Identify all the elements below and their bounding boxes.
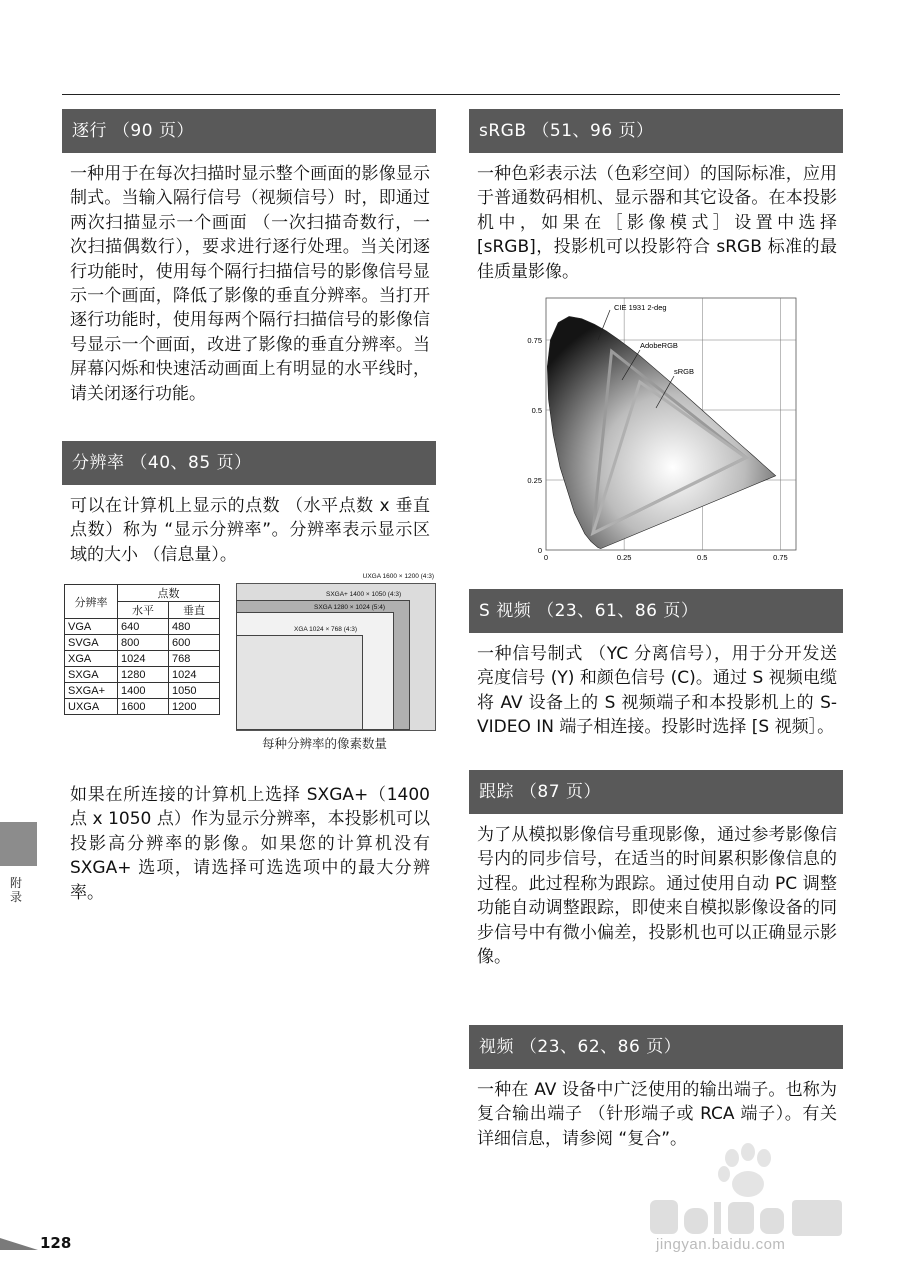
xga-rect: [236, 635, 363, 730]
section-body: 一种色彩表示法（色彩空间）的国际标准，应用于普通数码相机、显示器和其它设备。在本投影机中，如果在［影像模式］设置中选择 [sRGB]，投影机可以投影符合 sRGB 标准的最佳质量影像。: [477, 164, 837, 282]
appendix-tab: [0, 822, 37, 866]
label-srgb: sRGB: [674, 367, 695, 376]
right-column-lower: [469, 589, 843, 1151]
table-row: [65, 699, 220, 715]
appendix-label: 附录: [10, 876, 23, 904]
table-cell: 1200: [169, 699, 220, 715]
table-cell: 800: [118, 635, 169, 651]
y-ticks: [527, 336, 542, 555]
table-row: [65, 683, 220, 699]
left-column: [62, 109, 436, 567]
section-heading: S 视频 （23、61、86 页）: [469, 589, 843, 633]
table-cell: SVGA: [65, 635, 118, 651]
xga-label: XGA 1024 × 768 (4:3): [294, 626, 358, 633]
table-cell: VGA: [65, 619, 118, 635]
y-tick-label: 0.75: [527, 336, 542, 345]
section-heading: 分辨率 （40、85 页）: [62, 441, 436, 485]
table-cell: 1024: [169, 667, 220, 683]
table-header: 垂直: [169, 602, 220, 619]
sxga-label: SXGA 1280 × 1024 (5:4): [314, 604, 386, 611]
table-cell: 600: [169, 635, 220, 651]
table-cell: 640: [118, 619, 169, 635]
resolution-diagram: [236, 571, 436, 731]
table-cell: 1280: [118, 667, 169, 683]
x-tick-label: 0.25: [616, 553, 632, 562]
table-header: 分辨率: [65, 585, 118, 619]
watermark-domain: jingyan.baidu.com: [656, 1236, 786, 1253]
y-tick-label: 0.25: [527, 476, 542, 485]
table-header: 水平: [118, 602, 169, 619]
table-header: 点数: [118, 585, 220, 602]
top-rule: [62, 94, 840, 95]
table-cell: UXGA: [65, 699, 118, 715]
resolution-table: [64, 584, 220, 715]
section-body: 一种用于在每次扫描时显示整个画面的影像显示制式。当输入隔行信号（视频信号）时，即通过两次扫描显示一个画面 （一次扫描奇数行，一次扫描偶数行），要求进行逐行处理。当关闭逐行功能时，使用每个隔行扫描信号的影像信号显示一个画面，降低了影像的垂直分辨率。当打开逐行功能时，使用每两个隔行扫描信号的影像信号显示一个画面，改进了影像的垂直分辨率。当屏幕闪烁和快速活动画面上有明显的水平线时，请关闭逐行功能。: [70, 164, 430, 404]
cie-chromaticity-chart: [510, 290, 800, 570]
label-adobe: AdobeRGB: [640, 341, 678, 350]
sxgap-label: SXGA+ 1400 × 1050 (4:3): [326, 591, 402, 598]
x-tick-label: 0.75: [773, 553, 788, 562]
section-body: 可以在计算机上显示的点数 （水平点数 x 垂直点数）称为 “显示分辨率”。分辨率表示显示区域的大小 （信息量）。: [70, 496, 430, 565]
table-cell: 1600: [118, 699, 169, 715]
table-cell: XGA: [65, 651, 118, 667]
page-corner-mark: [0, 1238, 38, 1250]
section-heading: sRGB （51、96 页）: [469, 109, 843, 153]
table-row: [65, 667, 220, 683]
table-cell: SXGA+: [65, 683, 118, 699]
table-cell: 768: [169, 651, 220, 667]
table-cell: 1400: [118, 683, 169, 699]
y-tick-label: 0: [537, 546, 542, 555]
diagram-caption: 每种分辨率的像素数量: [262, 736, 388, 751]
table-row: [65, 651, 220, 667]
x-tick-label: 0.5: [697, 553, 708, 562]
right-column: [469, 109, 843, 284]
x-ticks: [544, 553, 788, 562]
section-heading: 视频 （23、62、86 页）: [469, 1025, 843, 1069]
table-row: [65, 619, 220, 635]
label-cie: CIE 1931 2-deg: [614, 303, 667, 312]
section-body: 为了从模拟影像信号重现影像，通过参考影像信号内的同步信号，在适当的时间累积影像信息的过程。此过程称为跟踪。通过使用自动 PC 调整功能自动调整跟踪，即使来自模拟影像设备的同步信号中有微小偏差，投影机也可以正确显示影像。: [477, 825, 837, 968]
section-heading: 跟踪 （87 页）: [469, 770, 843, 814]
table-row: [65, 635, 220, 651]
section-heading: 逐行 （90 页）: [62, 109, 436, 153]
table-cell: 1050: [169, 683, 220, 699]
page-number: 128: [40, 1234, 72, 1252]
table-cell: 1024: [118, 651, 169, 667]
x-tick-label: 0: [543, 553, 549, 562]
section-body: 一种在 AV 设备中广泛使用的输出端子。也称为复合输出端子 （针形端子或 RCA 端子）。有关详细信息，请参阅 “复合”。: [477, 1080, 837, 1149]
cie-locus: [547, 317, 775, 549]
table-cell: SXGA: [65, 667, 118, 683]
table-cell: 480: [169, 619, 220, 635]
y-tick-label: 0.5: [531, 406, 542, 415]
section-body: 一种信号制式 （YC 分离信号），用于分开发送亮度信号 (Y) 和颜色信号 (C)。通过 S 视频电缆将 AV 设备上的 S 视频端子和本投影机上的 S-VIDEO IN 端子相连接。投影时选择 [S 视频］。: [477, 644, 837, 738]
uxga-label: UXGA 1600 × 1200 (4:3): [362, 573, 434, 580]
section-body: 如果在所连接的计算机上选择 SXGA+（1400 点 x 1050 点）作为显示分辨率，本投影机可以投影高分辨率的影像。如果您的计算机没有 SXGA+ 选项，请选择可选选项中的最大分辨率。: [70, 785, 430, 903]
